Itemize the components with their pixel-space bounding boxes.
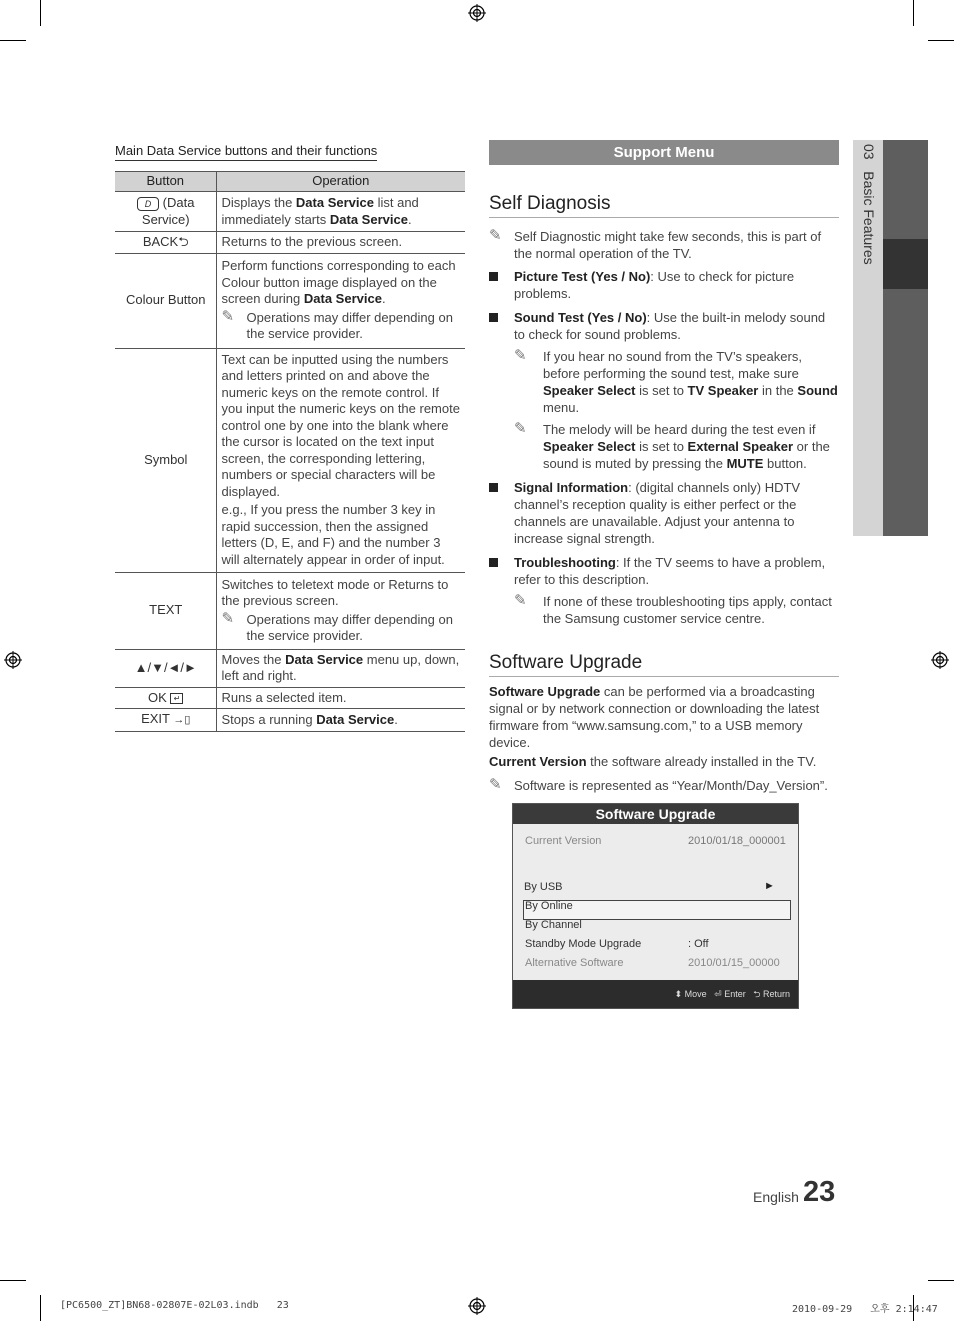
bullet-square-icon	[489, 483, 498, 492]
move-icon: ⬍	[674, 989, 683, 999]
note-text: Software is represented as “Year/Month/Day_Version”.	[514, 778, 828, 793]
button-cell-text: TEXT	[115, 572, 216, 649]
paragraph-text: the software already installed in the TV.	[586, 754, 817, 769]
button-label: EXIT	[141, 711, 170, 726]
sound-test-note	[489, 421, 839, 472]
button-cell-symbol: Symbol	[115, 348, 216, 572]
operation-cell	[216, 649, 465, 687]
table-row	[115, 687, 465, 709]
note-text: is set to	[635, 439, 688, 454]
software-upgrade-paragraph	[489, 683, 839, 751]
column-header-button: Button	[115, 172, 216, 192]
paragraph-bold: Software Upgrade	[489, 684, 601, 699]
operation-text: Perform functions corresponding to each Colour button image displayed on the screen during	[221, 258, 456, 307]
osd-item-by-usb[interactable]: By USB	[524, 881, 563, 893]
button-cell-colour: Colour Button	[115, 253, 216, 348]
operation-cell: Returns to the previous screen.	[216, 232, 465, 254]
osd-current-version-value: 2010/01/18_000001	[688, 835, 786, 847]
osd-footer	[513, 980, 798, 1008]
item-text: : Use the built-in melody sound to check for sound problems.	[514, 310, 826, 342]
operation-text: Displays the	[221, 195, 296, 210]
note-text: Operations may differ depending on the service provider.	[246, 309, 453, 342]
chapter-title: Basic Features	[861, 171, 877, 265]
registration-mark-icon	[4, 651, 22, 669]
paragraph-bold: Current Version	[489, 754, 587, 769]
table-title: Main Data Service buttons and their functions	[115, 143, 377, 161]
item-text: : If the TV seems to have a problem, refer to this description.	[514, 555, 826, 587]
operation-cell: Runs a selected item.	[216, 687, 465, 709]
note-text: If none of these troubleshooting tips apply, contact the Samsung customer service centre.	[543, 594, 832, 626]
chapter-tab-indicator	[883, 239, 928, 289]
current-version-paragraph	[489, 753, 839, 770]
return-icon: ⮌	[178, 234, 189, 249]
d-key-icon: D	[137, 197, 159, 211]
operation-bold: Data Service	[295, 195, 374, 210]
data-service-section	[115, 143, 465, 732]
osd-footer-return: Return	[762, 989, 790, 999]
button-label: (Data Service)	[141, 195, 195, 227]
osd-footer-enter: Enter	[724, 989, 746, 999]
operation-text: Text can be inputted using the numbers and letters printed on and above the numeric keys on the remote control. If you input the numeric keys on the remote control one by one into the blank where the cursor is located on the text input screen, the corresponding lettering, numbers or special characters will be displayed.	[221, 351, 460, 499]
operation-bold: Data Service	[285, 651, 364, 667]
table-header-row	[115, 172, 465, 192]
crop-mark	[0, 1280, 26, 1281]
note-pencil-icon: ✎	[514, 420, 527, 437]
note-text: The melody will be heard during the test even if	[543, 422, 816, 437]
table-row	[115, 232, 465, 254]
button-cell-back	[115, 232, 216, 254]
enter-icon: ⏎	[714, 989, 722, 999]
page-number: 23	[803, 1176, 836, 1208]
osd-item-by-channel[interactable]: By Channel	[525, 919, 582, 931]
note-bold: Speaker Select	[543, 439, 636, 454]
operation-cell	[216, 572, 465, 649]
enter-icon: ↵	[170, 693, 183, 704]
operation-text: Stops a running	[221, 711, 317, 727]
osd-body	[513, 824, 798, 981]
registration-mark-icon	[468, 1297, 486, 1315]
operation-text: .	[407, 211, 412, 227]
crop-mark	[928, 40, 954, 41]
return-icon: ⮌	[753, 989, 761, 999]
note-bold: TV Speaker	[687, 383, 759, 398]
registration-mark-icon	[468, 4, 486, 22]
exit-icon: →▯	[173, 714, 191, 726]
osd-current-version-label: Current Version	[525, 835, 602, 847]
crop-mark	[0, 40, 26, 41]
osd-arrow-icon: ►	[764, 880, 775, 892]
chapter-tab-label	[861, 144, 877, 265]
button-cell-exit	[115, 709, 216, 732]
software-upgrade-title: Software Upgrade	[489, 652, 839, 677]
osd-alternative-label: Alternative Software	[525, 957, 624, 969]
note-pencil-icon: ✎	[514, 592, 527, 609]
note-pencil-icon: ✎	[221, 307, 235, 325]
button-label: OK	[148, 689, 167, 705]
operation-text: Switches to teletext mode or Returns to the previous screen.	[221, 576, 449, 608]
note-text: in the	[758, 383, 798, 398]
bullet-square-icon	[489, 558, 498, 567]
note-pencil-icon: ✎	[221, 609, 235, 627]
picture-test-item	[489, 268, 839, 302]
item-label: Picture Test (Yes / No)	[514, 269, 651, 284]
button-cell-ok	[115, 687, 216, 709]
support-menu-section	[489, 140, 839, 794]
bullet-square-icon	[489, 272, 498, 281]
button-cell-arrows: ▲/▼/◄/►	[115, 649, 216, 687]
note-bold: Sound	[797, 383, 838, 398]
note	[221, 609, 462, 645]
self-diagnosis-note	[489, 228, 839, 262]
operation-text: Moves the	[221, 651, 286, 667]
osd-standby-label[interactable]: Standby Mode Upgrade	[525, 938, 642, 950]
operation-cell	[216, 253, 465, 348]
note-text: is set to	[635, 383, 688, 398]
note-text: button.	[763, 456, 807, 471]
note-text: Operations may differ depending on the service provider.	[246, 611, 453, 643]
osd-footer-move: Move	[684, 989, 707, 999]
table-row	[115, 649, 465, 687]
item-label: Troubleshooting	[514, 555, 616, 570]
note-text: If you hear no sound from the TV’s speakers, before performing the sound test, make sure	[543, 349, 802, 381]
note	[221, 307, 462, 343]
note-text: menu.	[543, 400, 580, 415]
note-bold: External Speaker	[687, 439, 794, 454]
note-bold: MUTE	[726, 456, 764, 471]
print-slug-date: 2010-09-29 오후 2:14:47	[792, 1304, 938, 1315]
operation-text: .	[381, 291, 386, 307]
troubleshooting-item	[489, 554, 839, 588]
note-text: or the sound is muted by pressing the	[543, 439, 830, 471]
data-service-table	[115, 171, 465, 732]
item-label: Sound Test (Yes / No)	[514, 310, 647, 325]
table-row	[115, 709, 465, 732]
software-upgrade-osd	[512, 803, 799, 1009]
osd-alternative-value: 2010/01/15_00000	[688, 957, 780, 969]
table-row	[115, 572, 465, 649]
chapter-tab-dark	[883, 140, 928, 536]
note-pencil-icon: ✎	[514, 347, 527, 364]
self-diagnosis-title: Self Diagnosis	[489, 193, 839, 218]
table-row	[115, 253, 465, 348]
table-row	[115, 192, 465, 232]
note-pencil-icon: ✎	[489, 776, 502, 793]
crop-mark	[40, 0, 41, 26]
operation-text: list and immediately starts	[221, 195, 419, 227]
paragraph-text: can be performed via a broadcasting signal or by network connection or downloading the latest firmware from “www.samsung.com,” to a USB memory device.	[489, 684, 820, 750]
button-label: BACK	[142, 234, 179, 249]
operation-bold: Data Service	[316, 711, 395, 727]
item-text: : (digital channels only) HDTV channel’s reception quality is either perfect or the channels are unavailable. Adjust your antenna to increase signal strength.	[514, 480, 801, 546]
troubleshooting-note	[489, 593, 839, 627]
note-bold: Speaker Select	[543, 383, 636, 398]
support-menu-header: Support Menu	[489, 140, 839, 165]
chapter-number: 03	[861, 144, 877, 160]
footer-language: English	[753, 1189, 799, 1205]
osd-title: Software Upgrade	[513, 804, 798, 824]
registration-mark-icon	[931, 651, 949, 669]
osd-item-by-online[interactable]: By Online	[525, 900, 573, 912]
bullet-square-icon	[489, 313, 498, 322]
signal-information-item	[489, 479, 839, 547]
crop-mark	[928, 1280, 954, 1281]
operation-text: .	[394, 711, 398, 727]
note-text: Self Diagnostic might take few seconds, this is part of the normal operation of the TV.	[514, 229, 822, 261]
operation-bold: Data Service	[329, 211, 408, 227]
item-label: Signal Information	[514, 480, 629, 495]
column-header-operation: Operation	[216, 172, 465, 192]
software-version-note	[489, 777, 839, 794]
crop-mark	[913, 0, 914, 26]
button-cell-data-service	[115, 192, 216, 232]
sound-test-note	[489, 348, 839, 416]
operation-text: e.g., If you press the number 3 key in rapid succession, then the assigned letters (D, E, and F) and the number 3 will alternately appear in order of input.	[221, 502, 445, 567]
print-slug-file: [PC6500_ZT]BN68-02807E-02L03.indb 23	[60, 1300, 289, 1311]
operation-cell	[216, 348, 465, 572]
note-pencil-icon: ✎	[489, 227, 502, 244]
sound-test-item	[489, 309, 839, 343]
operation-cell	[216, 192, 465, 232]
operation-cell	[216, 709, 465, 732]
item-text: : Use to check for picture problems.	[514, 269, 795, 301]
operation-text: menu up, down, left and right.	[221, 651, 460, 683]
crop-mark	[40, 1295, 41, 1321]
table-row	[115, 348, 465, 572]
operation-bold: Data Service	[303, 291, 382, 307]
osd-standby-value: : Off	[688, 938, 709, 950]
